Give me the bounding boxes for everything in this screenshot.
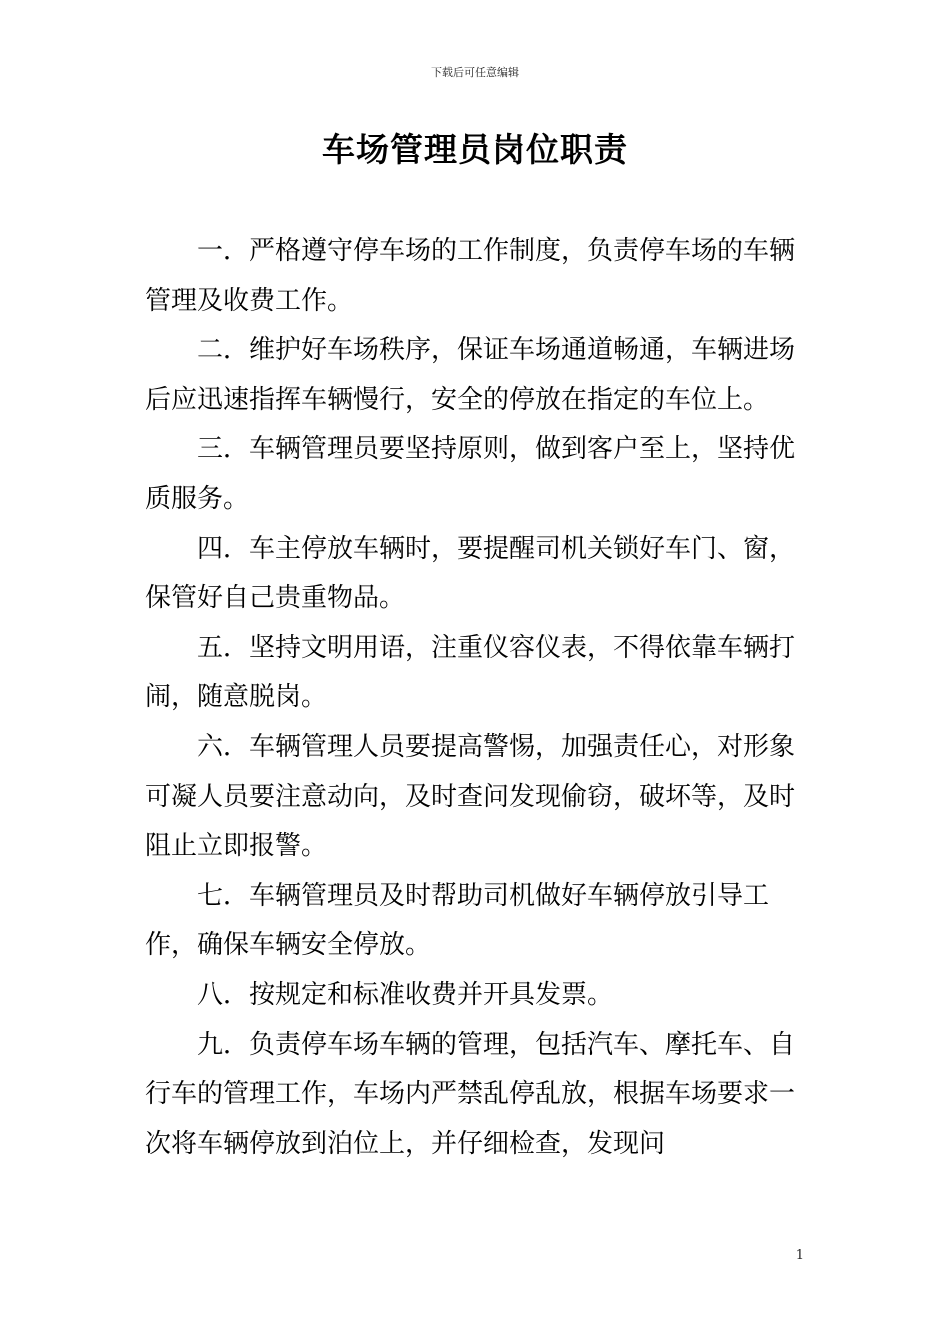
header-note: 下载后可任意编辑 — [431, 66, 519, 79]
paragraph-4: 四．车主停放车辆时，要提醒司机关锁好车门、窗，保管好自己贵重物品。 — [145, 533, 796, 614]
paragraph-5: 五．坚持文明用语，注重仪容仪表，不得依靠车辆打闹，随意脱岗。 — [145, 632, 796, 713]
paragraph-8: 八．按规定和标准收费并开具发票。 — [197, 979, 614, 1010]
paragraph-1: 一．严格遵守停车场的工作制度，负责停车场的车辆管理及收费工作。 — [145, 236, 796, 316]
paragraph-3: 三．车辆管理员要坚持原则，做到客户至上，坚持优质服务。 — [145, 434, 796, 514]
paragraph-2: 二．维护好车场秩序，保证车场通道畅通，车辆进场后应迅速指挥车辆慢行，安全的停放在指定的车位上。 — [145, 335, 796, 415]
page-number: 1 — [795, 1248, 804, 1263]
paragraph-9: 九．负责停车场车辆的管理，包括汽车、摩托车、自行车的管理工作，车场内严禁乱停乱放，根据车场要求一次将车辆停放到泊位上，并仔细检查，发现问 — [145, 1029, 796, 1159]
paragraph-7: 七．车辆管理员及时帮助司机做好车辆停放引导工作，确保车辆安全停放。 — [145, 880, 770, 961]
paragraph-6: 六．车辆管理人员要提高警惕，加强责任心，对形象可凝人员要注意动向，及时查问发现偷窃，破坏等，及时阻止立即报警。 — [145, 731, 796, 862]
document-body — [145, 227, 808, 1169]
document-title: 车场管理员岗位职责 — [322, 130, 628, 169]
